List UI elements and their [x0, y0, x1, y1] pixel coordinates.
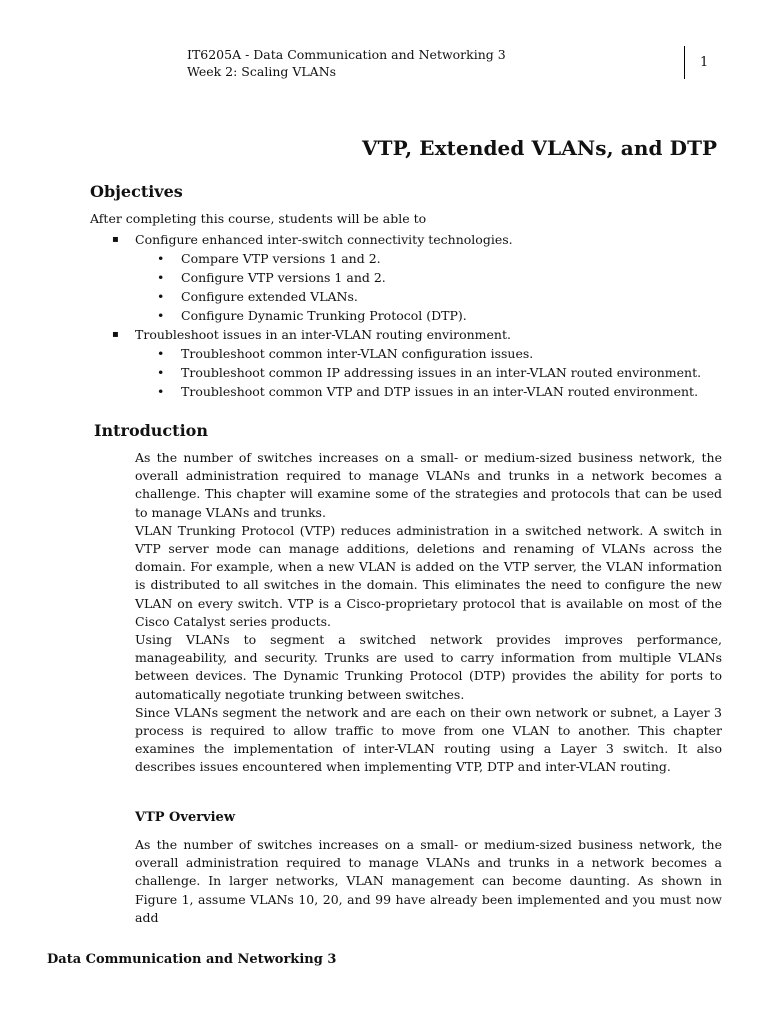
page-footer: Data Communication and Networking 3: [47, 952, 337, 967]
objectives-heading: Objectives: [90, 182, 183, 201]
objective-subitem: • Configure Dynamic Trunking Protocol (DTP).: [90, 306, 750, 325]
objective-item: ▪ Troubleshoot issues in an inter-VLAN routing environment.: [90, 325, 750, 344]
objective-subitem: • Troubleshoot common inter-VLAN configuration issues.: [90, 344, 750, 363]
introduction-heading: Introduction: [94, 421, 208, 440]
objective-item: ▪ Configure enhanced inter-switch connectivity technologies.: [90, 230, 750, 249]
objective-subitem: • Compare VTP versions 1 and 2.: [90, 249, 750, 268]
intro-paragraph: As the number of switches increases on a small- or medium-sized business network, the overall administration required to manage VLANs and trunks in a network becomes a challenge. This chapter will examine some of the strategies and protocols that can be used to manage VLANs and trunks.: [135, 450, 722, 520]
objective-subitem: • Configure VTP versions 1 and 2.: [90, 268, 750, 287]
objective-subitem: • Configure extended VLANs.: [90, 287, 750, 306]
vtp-overview-heading: VTP Overview: [135, 810, 236, 825]
course-line: IT6205A - Data Communication and Networking 3: [187, 47, 506, 62]
vtp-overview-paragraph: As the number of switches increases on a small- or medium-sized business network, the overall administration required to manage VLANs and trunks in a network becomes a challenge. In larger networks, VLAN management can become daunting. As shown in Figure 1, assume VLANs 10, 20, and 99 have already been implemented and you must now add: [135, 837, 722, 925]
document-title: VTP, Extended VLANs, and DTP: [362, 136, 718, 160]
objectives-intro: After completing this course, students will be able to: [90, 211, 427, 226]
intro-paragraph: VLAN Trunking Protocol (VTP) reduces administration in a switched network. A switch in VTP server mode can manage additions, deletions and renaming of VLANs across the domain. For example, when a new VLAN is added on the VTP server, the VLAN information is distributed to all switches in the domain. This eliminates the need to configure the new VLAN on every switch. VTP is a Cisco-proprietary protocol that is available on most of the Cisco Catalyst series products.: [135, 522, 722, 629]
introduction-body: [135, 449, 722, 777]
objective-subitem: • Troubleshoot common IP addressing issues in an inter-VLAN routed environment.: [90, 363, 750, 382]
week-line: Week 2: Scaling VLANs: [187, 64, 337, 79]
objectives-list: [90, 230, 750, 401]
page-number: 1: [700, 55, 709, 70]
header-divider: [684, 46, 685, 79]
objective-subitem: • Troubleshoot common VTP and DTP issues in an inter-VLAN routed environment.: [90, 382, 750, 401]
page-header: [187, 46, 506, 80]
intro-paragraph: Using VLANs to segment a switched network provides improves performance, manageability, and security. Trunks are used to carry information from multiple VLANs between devices. The Dynamic Trunking Protocol (DTP) provides the ability for ports to automatically negotiate trunking between switches.: [135, 632, 722, 702]
intro-paragraph: Since VLANs segment the network and are each on their own network or subnet, a Layer 3 process is required to allow traffic to move from one VLAN to another. This chapter examines the implementation of inter-VLAN routing using a Layer 3 switch. It also describes issues encountered when implementing VTP, DTP and inter-VLAN routing.: [135, 704, 722, 775]
